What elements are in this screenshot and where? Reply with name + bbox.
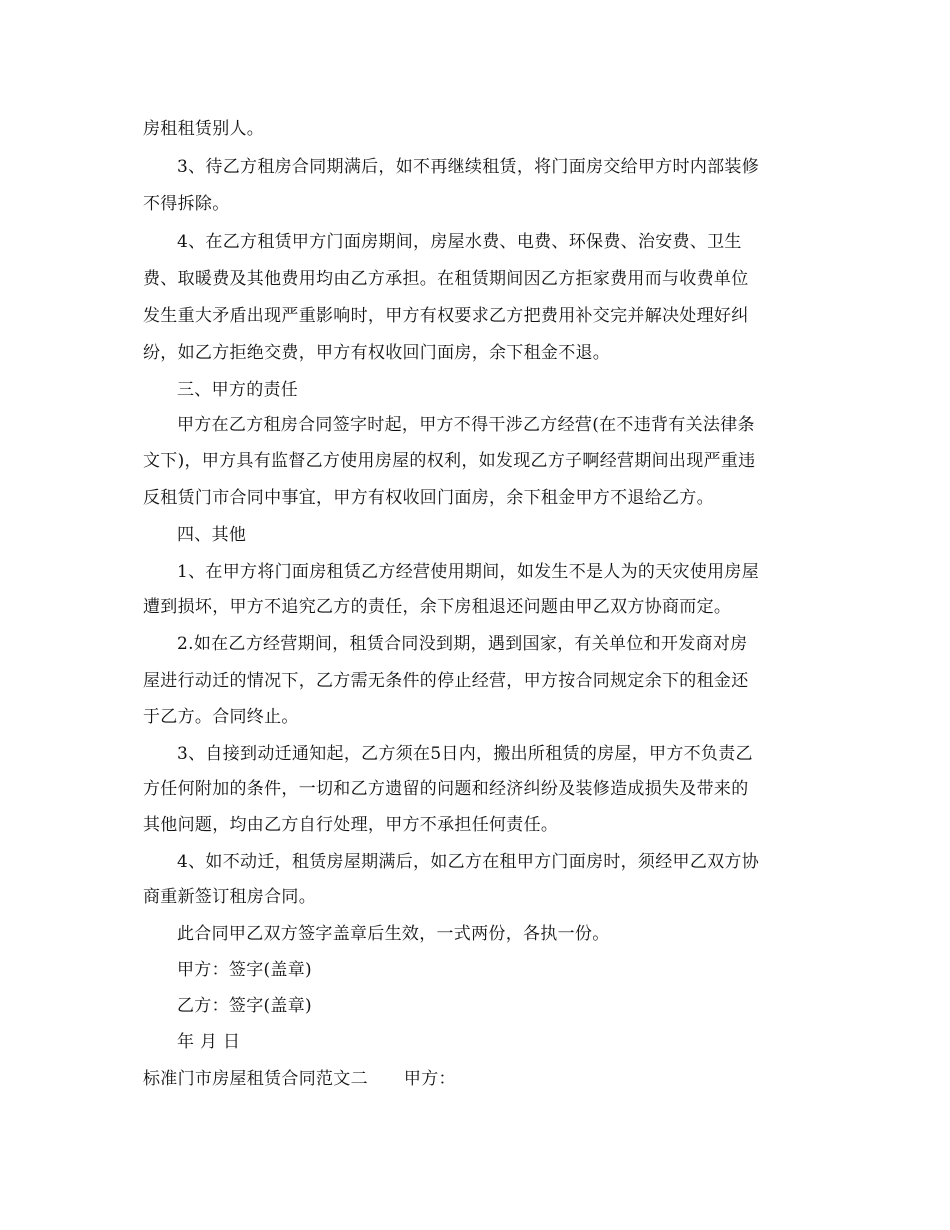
paragraph-line: 纷，如乙方拒绝交费，甲方有权收回门面房，余下租金不退。 — [143, 343, 611, 363]
section-heading: 三、甲方的责任 — [177, 380, 299, 400]
paragraph-line: 3、待乙方租房合同期满后，如不再继续租赁，将门面房交给甲方时内部装修 — [177, 157, 760, 177]
signature-line-party-a: 甲方：签字(盖章) — [177, 960, 312, 980]
paragraph-line: 房租租赁别人。 — [143, 119, 265, 139]
next-contract-title-line — [143, 1068, 456, 1090]
paragraph-line: 甲方在乙方租房合同签字时起，甲方不得干涉乙方经营(在不违背有关法律条 — [177, 415, 755, 435]
paragraph-line: 遭到损坏，甲方不追究乙方的责任，余下房租退还问题由甲乙双方协商而定。 — [143, 597, 732, 617]
paragraph-line: 方任何附加的条件，一切和乙方遗留的问题和经济纠纷及装修造成损失及带来的 — [143, 779, 749, 799]
paragraph-line: 于乙方。合同终止。 — [143, 707, 299, 727]
next-contract-title: 标准门市房屋租赁合同范文二 — [143, 1069, 368, 1089]
paragraph-line: 屋进行动迁的情况下，乙方需无条件的停止经营，甲方按合同规定余下的租金还 — [143, 671, 749, 691]
paragraph-line: 文下)，甲方具有监督乙方使用房屋的权利，如发现乙方子啊经营期间出现严重违 — [143, 451, 756, 471]
paragraph-line: 4、在乙方租赁甲方门面房期间，房屋水费、电费、环保费、治安费、卫生 — [177, 232, 742, 252]
signature-line-party-b: 乙方：签字(盖章) — [177, 996, 312, 1016]
paragraph-line: 2.如在乙方经营期间，租赁合同没到期，遇到国家，有关单位和开发商对房 — [177, 634, 748, 654]
date-line: 年 月 日 — [177, 1032, 241, 1052]
paragraph-line: 反租赁门市合同中事宜，甲方有权收回门面房，余下租金甲方不退给乙方。 — [143, 488, 714, 508]
paragraph-line: 发生重大矛盾出现严重影响时，甲方有权要求乙方把费用补交完并解决处理好纠 — [143, 306, 749, 326]
paragraph-line: 不得拆除。 — [143, 194, 230, 214]
paragraph-line: 此合同甲乙双方签字盖章后生效，一式两份，各执一份。 — [177, 924, 610, 944]
paragraph-line: 费、取暖费及其他费用均由乙方承担。在租赁期间因乙方拒家费用而与收费单位 — [143, 269, 749, 289]
paragraph-line: 其他问题，均由乙方自行处理，甲方不承担任何责任。 — [143, 815, 559, 835]
next-contract-party-a: 甲方： — [403, 1069, 456, 1089]
paragraph-line: 3、自接到动迁通知起，乙方须在5日内，搬出所租赁的房屋，甲方不负责乙 — [177, 744, 753, 764]
section-heading: 四、其他 — [177, 525, 247, 545]
paragraph-line: 商重新签订租房合同。 — [143, 887, 316, 907]
paragraph-line: 4、如不动迁，租赁房屋期满后，如乙方在租甲方门面房时，须经甲乙双方协 — [177, 852, 760, 872]
paragraph-line: 1、在甲方将门面房租赁乙方经营使用期间，如发生不是人为的天灾使用房屋 — [177, 562, 760, 582]
